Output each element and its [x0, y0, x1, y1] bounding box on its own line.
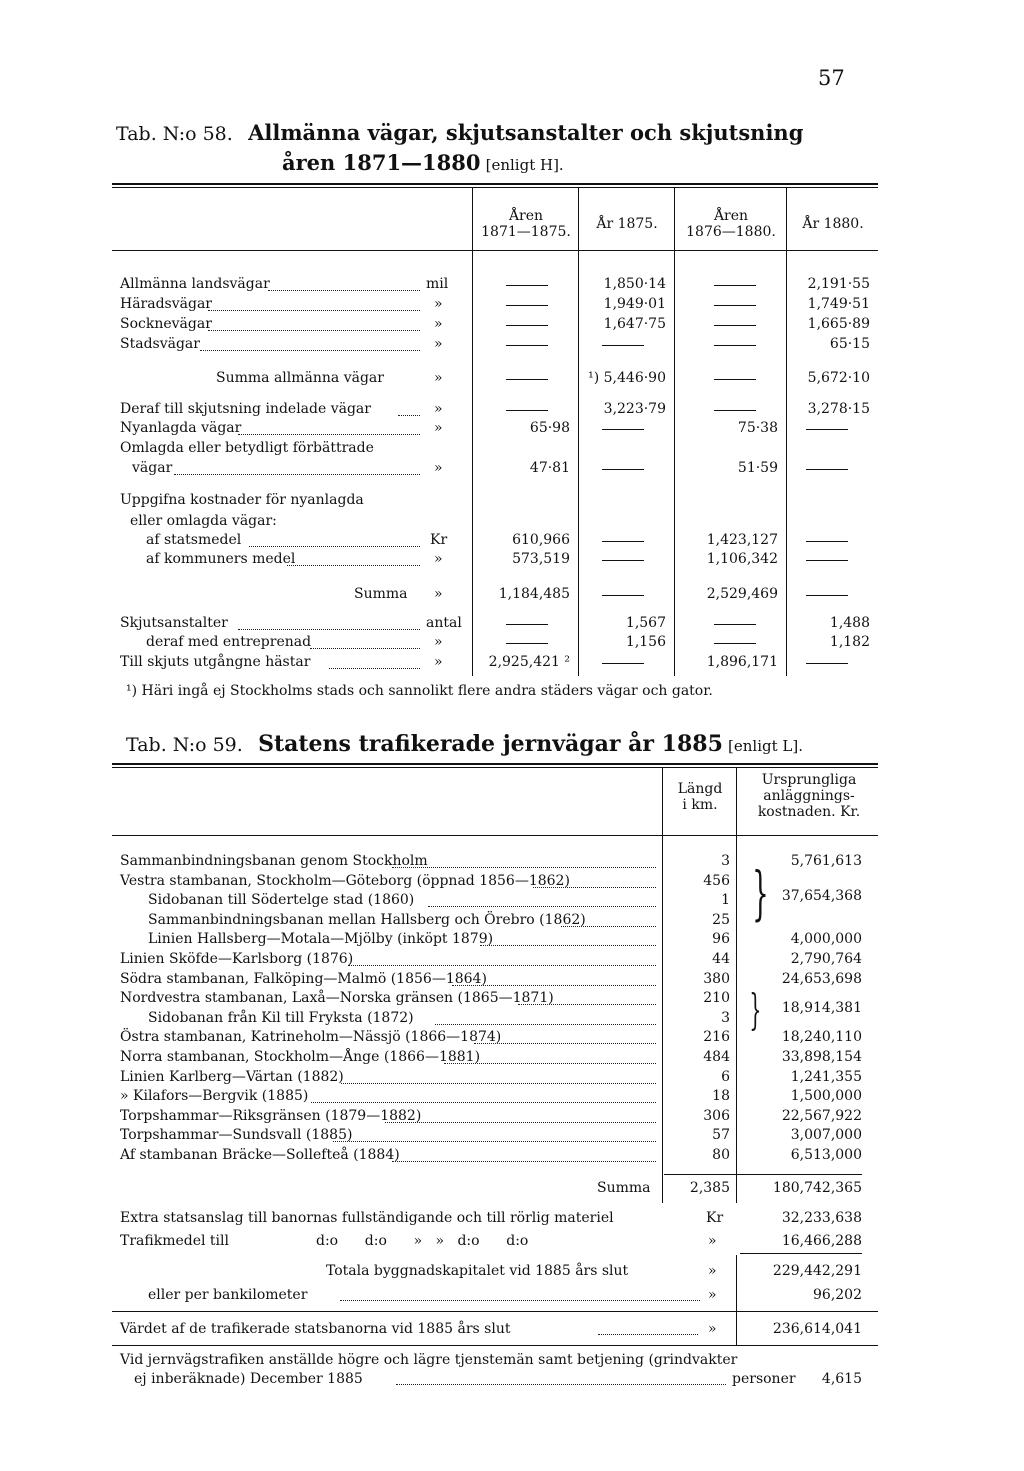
empty-dash — [602, 345, 644, 346]
tab58-header-2: År 1875. — [596, 216, 658, 232]
tab58-footnote — [126, 683, 713, 699]
tab58-header-rule — [112, 250, 878, 251]
tab59-header-length-a: Längd — [677, 781, 723, 797]
tab59-cost: 33,898,154 — [781, 1049, 862, 1065]
tab59-km: 216 — [703, 1029, 730, 1046]
empty-dash — [602, 541, 644, 542]
leader-dots — [428, 905, 656, 907]
vardet-unit: » — [708, 1321, 717, 1337]
empty-dash — [714, 379, 756, 380]
tab58-row-unit: » — [434, 296, 443, 312]
tab59-title-text: Statens trafikerade jernvägar år 1885 — [258, 731, 723, 757]
footnote-text: Häri ingå ej Stockholms stads och sannolikt flere andra städers vägar och gator. — [141, 683, 713, 699]
empty-dash — [506, 643, 548, 644]
tab59-summa-label: Summa — [597, 1180, 651, 1196]
tab59-header-rule — [112, 835, 878, 836]
tab58-row-label: Allmänna landsvägar — [120, 276, 270, 292]
tab58-cell: 51·59 — [737, 460, 778, 476]
tab59-row-label: Östra stambanan, Katrineholm—Nässjö (1866—1874) — [120, 1029, 502, 1046]
tab58-cell: 75·38 — [737, 420, 778, 436]
tab59-row-label: Nordvestra stambanan, Laxå—Norska gränsen (1865—1871) — [120, 990, 554, 1007]
leader-dots — [238, 433, 420, 435]
vid-label-2: ej inberäknade) December 1885 — [134, 1371, 363, 1387]
tab58-row-unit: » — [434, 336, 443, 352]
tab58-cell: 1,749·51 — [807, 296, 870, 312]
vardet-rule — [112, 1345, 878, 1346]
tab59-km: 6 — [721, 1068, 730, 1085]
trafik-unit: » — [708, 1233, 717, 1249]
tab59-km: 3 — [721, 853, 730, 869]
empty-dash — [806, 469, 848, 470]
trafik-ditto: d:o d:o » » d:o d:o — [316, 1233, 529, 1249]
leader-dots — [398, 414, 420, 416]
tab58-cell: 3,223·79 — [603, 401, 666, 417]
empty-dash — [806, 560, 848, 561]
leader-dots — [341, 1082, 656, 1084]
tab58-cell: 65·15 — [829, 336, 870, 352]
tab59-row-label: Vestra stambanan, Stockholm—Göteborg (öppnad 1856—1862) — [120, 872, 570, 889]
tab58-row-label: Stadsvägar — [120, 336, 200, 352]
tab59-cost: 1,241,355 — [790, 1068, 862, 1085]
tab58-cell: 1,423,127 — [706, 532, 778, 548]
tab59-source: [enligt L]. — [728, 737, 803, 755]
tab58-header-3a: Åren — [713, 208, 749, 224]
tab58-row-unit: » — [434, 316, 443, 332]
leader-dots — [452, 984, 656, 986]
empty-dash — [602, 560, 644, 561]
tab59-row-label: Af stambanan Bräcke—Sollefteå (1884) — [120, 1147, 400, 1163]
vid-value: 4,615 — [821, 1371, 862, 1387]
tab58-header-4: År 1880. — [802, 216, 864, 232]
empty-dash — [602, 429, 644, 430]
totala-label: Totala byggnadskapitalet vid 1885 års slut — [326, 1263, 629, 1279]
totala-cost: 229,442,291 — [772, 1263, 862, 1279]
tab59-row-label: Linien Karlberg—Värtan (1882) — [120, 1068, 344, 1085]
tab58-cell: 1,665·89 — [807, 316, 870, 332]
tab58-cell: 1,850·14 — [603, 276, 666, 292]
tab59-cost: 22,567,922 — [781, 1107, 862, 1124]
bankm-dots — [340, 1299, 700, 1301]
empty-dash — [506, 345, 548, 346]
tab58-col-divider-4 — [786, 188, 787, 676]
empty-dash — [714, 345, 756, 346]
leader-dots — [311, 1101, 656, 1103]
empty-dash — [806, 663, 848, 664]
tab58-row-label: Socknevägar — [120, 316, 212, 332]
tab58-row-unit: » — [434, 460, 443, 476]
leader-dots — [249, 545, 420, 547]
brace-nordvestra: } — [749, 985, 762, 1034]
empty-dash — [714, 325, 756, 326]
tab58-row-label: Uppgifna kostnader för nyanlagda — [120, 492, 364, 508]
tab58-title-line1: Allmänna vägar, skjutsanstalter och skjutsning — [248, 120, 804, 145]
tab58-cell: 1,567 — [625, 615, 666, 631]
tab58-row-label: Summa allmänna vägar — [216, 370, 384, 386]
empty-dash — [806, 541, 848, 542]
tab58-cell: 1,949·01 — [603, 296, 666, 312]
tab58-cell: ¹) 5,446·90 — [588, 370, 666, 386]
tab59-label: Tab. N:o 59. — [126, 734, 243, 756]
brace-vestra: } — [752, 859, 769, 927]
leader-dots — [392, 866, 656, 868]
leader-dots — [333, 1140, 656, 1142]
extra-cost: 32,233,638 — [781, 1210, 862, 1226]
bankm-label: eller per bankilometer — [148, 1287, 308, 1303]
vid-unit: personer — [732, 1371, 796, 1387]
leader-dots — [208, 309, 420, 311]
tab58-row-label-cont: vägar — [132, 460, 173, 476]
empty-dash — [714, 410, 756, 411]
empty-dash — [714, 305, 756, 306]
tab59-header-cost-b: anläggnings- — [763, 788, 855, 804]
tab58-cell: 65·98 — [529, 420, 570, 436]
tab58-cell: 2,191·55 — [807, 276, 870, 292]
tab58-row-unit: » — [434, 654, 443, 670]
empty-dash — [602, 595, 644, 596]
tab58-top-rule-thin — [112, 187, 878, 188]
tab58-title-line2: åren 1871—1880 — [282, 150, 481, 175]
tab59-title — [126, 731, 803, 757]
tab59-col-divider-3 — [736, 1255, 737, 1345]
tab59-cost: 24,653,698 — [781, 970, 862, 987]
leader-dots — [518, 1003, 656, 1005]
empty-dash — [602, 663, 644, 664]
leader-dots — [561, 925, 656, 927]
vardet-label: Värdet af de trafikerade statsbanorna vid 1885 års slut — [120, 1321, 511, 1337]
tab59-header-cost — [740, 772, 878, 820]
tab58-row-unit: antal — [426, 615, 462, 631]
vardet-dots — [598, 1333, 698, 1335]
tab59-row-label: Linien Sköfde—Karlsborg (1876) — [120, 951, 354, 967]
tab58-row-label: Omlagda eller betydligt förbättrade — [120, 440, 374, 456]
tab59-summa-rule — [664, 1174, 862, 1175]
tab59-km: 25 — [712, 911, 730, 928]
tab59-header-length-b: i km. — [682, 797, 718, 813]
tab59-km: 57 — [712, 1127, 730, 1144]
tab58-cell: 1,488 — [829, 615, 870, 631]
tab59-cost: 6,513,000 — [790, 1147, 862, 1163]
empty-dash — [714, 643, 756, 644]
tab59-header-cost-a: Ursprungliga — [761, 772, 857, 788]
tab58-cell: 610,966 — [512, 532, 570, 548]
tab58-col-divider-1 — [472, 188, 473, 676]
tab58-row-label: af statsmedel — [146, 532, 242, 548]
empty-dash — [806, 595, 848, 596]
vardet-cost: 236,614,041 — [772, 1321, 862, 1337]
tab58-title — [116, 120, 803, 145]
extra-label: Extra statsanslag till banornas fullständigande och till rörlig materiel — [120, 1210, 614, 1226]
extra-unit: Kr — [706, 1210, 724, 1226]
tab58-row-unit: » — [434, 586, 443, 602]
tab59-row-label: Sidobanan till Södertelge stad (1860) — [148, 892, 415, 909]
tab59-top-rule — [112, 763, 878, 765]
leader-dots — [474, 1042, 656, 1044]
tab58-cell: 1,896,171 — [706, 654, 778, 670]
empty-dash — [506, 624, 548, 625]
tab59-km: 96 — [712, 931, 730, 948]
tab59-row-label: » Kilafors—Bergvik (1885) — [120, 1088, 309, 1105]
tab59-cost: 18,240,110 — [781, 1029, 862, 1046]
tab59-km: 80 — [712, 1147, 730, 1163]
leader-dots — [392, 1160, 656, 1162]
tab59-cost: 37,654,368 — [781, 888, 862, 904]
trafik-label: Trafikmedel till — [120, 1233, 229, 1249]
tab58-top-rule — [112, 183, 878, 185]
tab58-header-3 — [676, 208, 786, 240]
bankm-rule — [112, 1311, 878, 1312]
leader-dots — [348, 964, 656, 966]
tab59-km: 18 — [712, 1088, 730, 1105]
tab58-source: [enligt H]. — [485, 156, 564, 174]
tab59-cost: 1,500,000 — [790, 1088, 862, 1105]
tab58-cell: 3,278·15 — [807, 401, 870, 417]
tab58-header-3b: 1876—1880. — [686, 224, 776, 240]
tab59-row-label: Södra stambanan, Falköping—Malmö (1856—1864) — [120, 970, 487, 987]
tab59-km: 456 — [703, 872, 730, 889]
leader-dots — [444, 1062, 656, 1064]
tab58-subtitle — [282, 150, 564, 175]
tab58-row-unit: » — [434, 401, 443, 417]
trafik-cost: 16,466,288 — [781, 1233, 862, 1249]
empty-dash — [506, 285, 548, 286]
leader-dots — [310, 647, 420, 649]
leader-dots — [208, 329, 420, 331]
bankm-cost: 96,202 — [813, 1287, 862, 1303]
tab59-cost: 3,007,000 — [790, 1127, 862, 1144]
tab58-row-unit: Kr — [430, 532, 448, 548]
empty-dash — [714, 624, 756, 625]
totala-unit: » — [708, 1263, 717, 1279]
tab58-row-label: Till skjuts utgångne hästar — [120, 654, 311, 670]
empty-dash — [506, 410, 548, 411]
empty-dash — [806, 429, 848, 430]
trafik-rule — [740, 1253, 862, 1254]
empty-dash — [602, 469, 644, 470]
tab59-cost: 4,000,000 — [790, 931, 862, 948]
tab59-row-label: Sidobanan från Kil till Fryksta (1872) — [148, 1009, 414, 1026]
tab58-row-label: deraf med entreprenad — [146, 634, 312, 650]
tab59-summa-cost: 180,742,365 — [772, 1180, 862, 1196]
tab59-km: 306 — [703, 1107, 730, 1124]
empty-dash — [506, 379, 548, 380]
tab58-row-label: Summa — [354, 586, 408, 602]
tab59-row-label: Norra stambanan, Stockholm—Ånge (1866—1881) — [120, 1049, 481, 1065]
tab58-cell: 1,647·75 — [603, 316, 666, 332]
tab59-top-rule-thin — [112, 767, 878, 768]
page-number: 57 — [818, 66, 845, 90]
tab58-row-label: Häradsvägar — [120, 296, 212, 312]
tab59-km: 210 — [703, 990, 730, 1007]
tab59-row-label: Torpshammar—Sundsvall (1885) — [120, 1127, 353, 1144]
tab59-cost: 2,790,764 — [790, 951, 862, 967]
tab58-label: Tab. N:o 58. — [116, 123, 233, 145]
tab59-row-label: Sammanbindningsbanan mellan Hallsberg och Örebro (1862) — [148, 911, 586, 928]
tab58-row-unit: » — [434, 634, 443, 650]
tab59-header-length — [664, 781, 736, 813]
tab58-row-unit: » — [434, 370, 443, 386]
leader-dots — [385, 1121, 656, 1123]
leader-dots — [287, 564, 420, 566]
tab59-row-label: Sammanbindningsbanan genom Stockholm — [120, 853, 428, 869]
tab59-col-divider-2 — [736, 768, 737, 1203]
tab58-row-label: Skjutsanstalter — [120, 615, 228, 631]
leader-dots — [238, 628, 420, 630]
tab58-row-unit: » — [434, 420, 443, 436]
tab58-cell: 2,925,421 ² — [488, 654, 570, 670]
empty-dash — [506, 305, 548, 306]
tab59-km: 3 — [721, 1009, 730, 1026]
tab59-km: 484 — [703, 1049, 730, 1065]
tab58-cell: 47·81 — [529, 460, 570, 476]
tab58-cell: 1,184,485 — [498, 586, 570, 602]
tab59-header-cost-c: kostnaden. Kr. — [757, 804, 861, 820]
leader-dots — [174, 473, 420, 475]
tab58-cell: 5,672·10 — [807, 370, 870, 386]
tab59-summa-km: 2,385 — [689, 1180, 730, 1196]
tab59-cost: 5,761,613 — [790, 853, 862, 869]
empty-dash — [714, 285, 756, 286]
tab58-row-unit: » — [434, 551, 443, 567]
leader-dots — [435, 1023, 656, 1025]
tab59-cost: 18,914,381 — [781, 1000, 862, 1016]
tab58-cell: 1,156 — [625, 634, 666, 650]
footnote-mark: ¹) — [126, 683, 138, 699]
empty-dash — [506, 325, 548, 326]
leader-dots — [200, 349, 420, 351]
tab58-row-label-cont: eller omlagda vägar: — [130, 513, 277, 529]
tab58-col-divider-3 — [674, 188, 675, 676]
tab58-row-label: af kommuners medel — [146, 551, 296, 567]
tab58-cell: 1,106,342 — [706, 551, 778, 567]
tab58-row-label: Deraf till skjutsning indelade vägar — [120, 401, 371, 417]
tab58-header-1a: Åren — [508, 208, 544, 224]
tab58-header-1b: 1871—1875. — [481, 224, 571, 240]
tab58-header-1 — [474, 208, 578, 240]
tab59-km: 1 — [721, 892, 730, 909]
tab59-row-label: Linien Hallsberg—Motala—Mjölby (inköpt 1879) — [148, 931, 494, 948]
vid-dots — [396, 1383, 726, 1385]
tab59-km: 380 — [703, 970, 730, 987]
tab58-col-divider-2 — [578, 188, 579, 676]
bankm-unit: » — [708, 1287, 717, 1303]
tab58-cell: 1,182 — [829, 634, 870, 650]
leader-dots — [533, 886, 656, 888]
leader-dots — [329, 667, 420, 669]
leader-dots — [480, 944, 656, 946]
vid-label-1: Vid jernvägstrafiken anställde högre och lägre tjenstemän samt betjening (grindvakter — [120, 1352, 738, 1368]
tab58-cell: 2,529,469 — [706, 586, 778, 602]
tab58-cell: 573,519 — [512, 551, 570, 567]
tab59-row-label: Torpshammar—Riksgränsen (1879—1882) — [120, 1107, 422, 1124]
tab58-row-label: Nyanlagda vägar — [120, 420, 242, 436]
tab58-row-unit: mil — [426, 276, 449, 292]
tab59-col-divider-1 — [662, 768, 663, 1203]
tab59-km: 44 — [712, 951, 730, 967]
leader-dots — [268, 289, 420, 291]
